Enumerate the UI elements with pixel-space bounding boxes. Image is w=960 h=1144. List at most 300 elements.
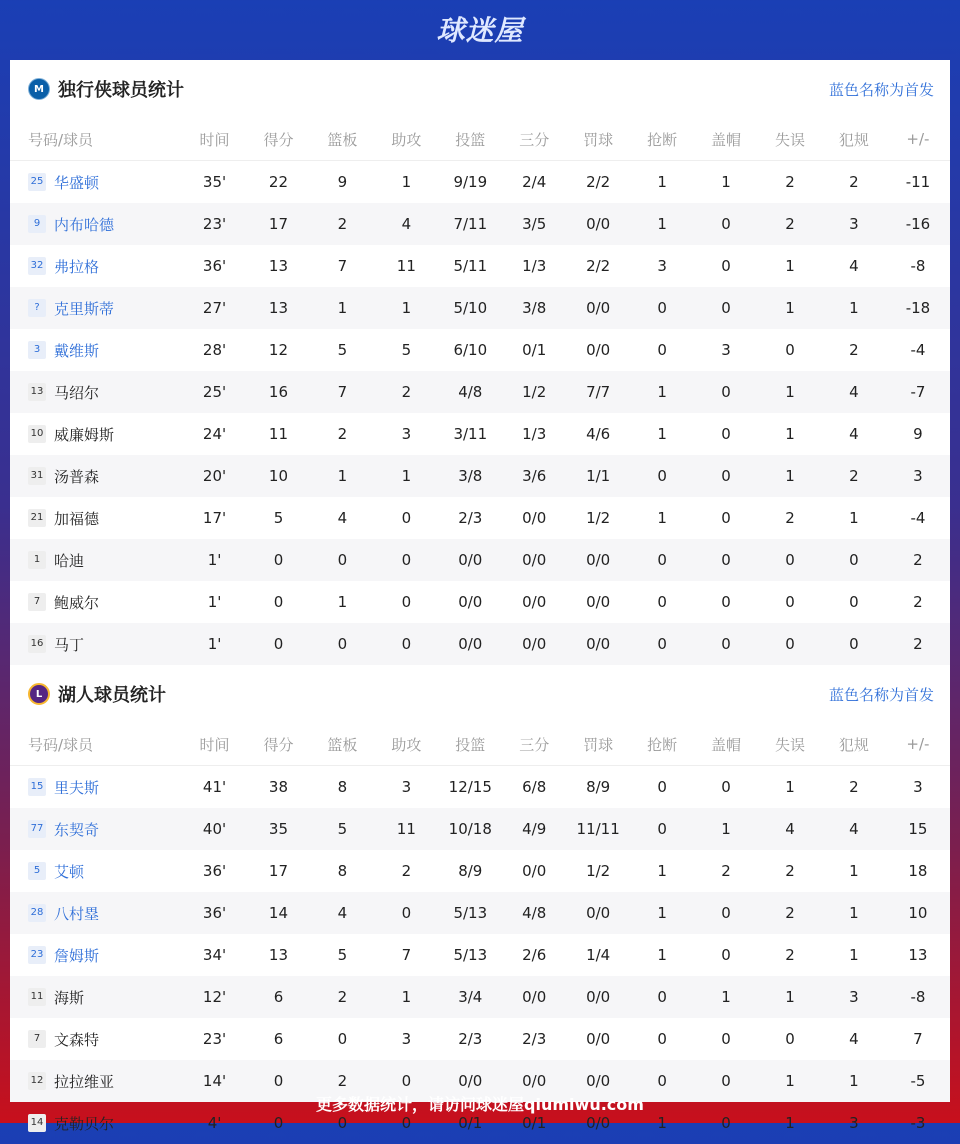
- stat-cell: 0/0: [438, 539, 502, 581]
- player-name-link[interactable]: 艾顿: [54, 862, 85, 881]
- stat-cell: 13: [268, 257, 289, 275]
- stat-cell: 0: [657, 593, 667, 611]
- stat-cell: 10: [886, 892, 950, 934]
- stat-cell: 12/15: [448, 778, 492, 796]
- stat-cell: 0: [374, 539, 438, 581]
- column-header: 号码/球员: [10, 118, 183, 161]
- stat-cell: 3/11: [453, 425, 488, 443]
- stat-cell: 0/0: [522, 593, 547, 611]
- stat-cell: -7: [886, 371, 950, 413]
- stat-cell: 11: [396, 257, 416, 275]
- mavs-logo-icon: M: [28, 78, 50, 100]
- stat-cell: 1: [630, 203, 694, 245]
- stat-cell: 11: [268, 425, 289, 443]
- stat-cell: 0: [310, 539, 374, 581]
- stat-cell: 1/2: [586, 509, 611, 527]
- jersey-number-badge: 28: [28, 904, 46, 922]
- column-header: 得分: [247, 118, 311, 161]
- stat-cell: 0: [657, 778, 667, 796]
- stat-cell: 0: [758, 539, 822, 581]
- player-cell: [10, 976, 183, 1018]
- stat-cell: 1: [374, 287, 438, 329]
- table-row[interactable]: [10, 203, 950, 245]
- stat-cell: 3: [886, 455, 950, 497]
- team-section: [10, 665, 950, 1144]
- column-header: 三分: [502, 723, 566, 766]
- stat-cell: 1: [785, 1114, 795, 1132]
- stat-cell: 0: [785, 1030, 795, 1048]
- stat-cell: 0: [374, 892, 438, 934]
- stat-cell: 0: [822, 539, 886, 581]
- stat-cell: 2: [785, 509, 795, 527]
- player-name-link[interactable]: 文森特: [54, 1030, 100, 1049]
- stat-cell: 2: [822, 455, 886, 497]
- team-sections: [10, 60, 950, 1144]
- stat-cell: 1: [630, 892, 694, 934]
- stat-cell: 1: [657, 173, 667, 191]
- stat-cell: 27': [183, 287, 247, 329]
- jersey-number-badge: 11: [28, 988, 46, 1006]
- stat-cell: 9: [337, 173, 348, 191]
- stat-cell: 25': [183, 371, 247, 413]
- column-header: 抢断: [630, 118, 694, 161]
- stat-cell: 1: [310, 455, 374, 497]
- stat-cell: 4/6: [586, 425, 611, 443]
- stat-cell: 13: [908, 946, 928, 964]
- stat-cell: 4/8: [502, 892, 566, 934]
- stat-cell: 0: [630, 455, 694, 497]
- table-row[interactable]: [10, 413, 950, 455]
- column-header: 抢断: [630, 723, 694, 766]
- stat-cell: 0: [657, 341, 667, 359]
- column-header: 盖帽: [694, 118, 758, 161]
- stat-cell: 1': [183, 539, 247, 581]
- stat-cell: 0: [721, 425, 731, 443]
- stat-cell: 10: [247, 455, 311, 497]
- stat-cell: 3/5: [502, 203, 566, 245]
- stat-cell: 4: [849, 257, 859, 275]
- player-name-link[interactable]: 克勒贝尔: [54, 1114, 115, 1133]
- table-row[interactable]: [10, 892, 950, 934]
- stat-cell: 0/1: [458, 1114, 483, 1132]
- stat-cell: 1: [785, 257, 795, 275]
- stat-cell: 17: [268, 862, 289, 880]
- jersey-number-badge: 32: [28, 257, 46, 275]
- player-name-link[interactable]: 威廉姆斯: [54, 425, 115, 444]
- stat-cell: 0: [721, 509, 731, 527]
- table-row[interactable]: [10, 539, 950, 581]
- stat-cell: 0: [694, 371, 758, 413]
- column-header: 三分: [502, 118, 566, 161]
- player-name-link[interactable]: 八村塁: [54, 904, 100, 923]
- table-row[interactable]: [10, 623, 950, 665]
- stat-cell: 5/13: [438, 892, 502, 934]
- column-header: +/-: [886, 723, 950, 766]
- stat-cell: 1: [849, 509, 859, 527]
- table-header-row: [10, 723, 950, 766]
- jersey-number-badge: ?: [28, 299, 46, 317]
- stat-cell: 0: [401, 593, 412, 611]
- stat-cell: 1': [207, 593, 222, 611]
- player-name-link[interactable]: 克里斯蒂: [54, 299, 115, 318]
- stat-cell: 1/2: [502, 371, 566, 413]
- stat-cell: 0/0: [566, 539, 630, 581]
- stat-cell: 2: [310, 1060, 374, 1102]
- stat-cell: 2/3: [522, 1030, 547, 1048]
- stat-cell: 0: [721, 1114, 731, 1132]
- stat-cell: 38: [268, 778, 289, 796]
- stat-cell: 0/0: [566, 1060, 630, 1102]
- stat-cell: 1: [849, 946, 859, 964]
- table-row[interactable]: [10, 287, 950, 329]
- stat-cell: 1: [630, 371, 694, 413]
- player-name-link[interactable]: 戴维斯: [54, 341, 100, 360]
- stat-cell: 0: [785, 593, 795, 611]
- player-name-link[interactable]: 海斯: [54, 988, 85, 1007]
- stat-cell: 3: [822, 976, 886, 1018]
- stat-cell: 15: [886, 808, 950, 850]
- stat-cell: 35': [202, 173, 227, 191]
- table-row[interactable]: [10, 455, 950, 497]
- player-cell: [10, 850, 183, 892]
- table-row[interactable]: [10, 808, 950, 850]
- stat-cell: 23': [183, 203, 247, 245]
- player-name-link[interactable]: 东契奇: [54, 820, 100, 839]
- stat-cell: 0: [247, 623, 311, 665]
- stat-cell: 0: [694, 1060, 758, 1102]
- stat-cell: 1: [785, 425, 795, 443]
- stat-cell: 7/7: [566, 371, 630, 413]
- stat-cell: 0/0: [502, 539, 566, 581]
- stat-cell: 13: [247, 287, 311, 329]
- stat-cell: 5: [273, 509, 284, 527]
- stat-cell: 0: [630, 808, 694, 850]
- stat-cell: 24': [202, 425, 227, 443]
- stat-cell: 0: [630, 976, 694, 1018]
- stat-cell: 1: [758, 287, 822, 329]
- player-cell: [10, 413, 183, 455]
- jersey-number-badge: 31: [28, 467, 46, 485]
- section-title: [28, 681, 166, 707]
- stat-cell: 0: [657, 1030, 667, 1048]
- table-row[interactable]: [10, 976, 950, 1018]
- stat-cell: 0: [337, 1114, 348, 1132]
- jersey-number-badge: 5: [28, 862, 46, 880]
- player-name-link[interactable]: 弗拉格: [54, 257, 100, 276]
- stat-cell: 0: [401, 509, 412, 527]
- stat-cell: 1: [758, 455, 822, 497]
- player-name-link[interactable]: 拉拉维亚: [54, 1072, 115, 1091]
- stat-cell: 0/0: [586, 1030, 611, 1048]
- stat-cell: 0/0: [502, 623, 566, 665]
- stat-cell: 7/11: [438, 203, 502, 245]
- footer-banner[interactable]: 更多数据统计，请访问球迷屋qiumiwu.com: [316, 1094, 644, 1114]
- table-row[interactable]: [10, 245, 950, 287]
- stat-cell: 5/10: [438, 287, 502, 329]
- stat-cell: 0/0: [566, 892, 630, 934]
- stat-cell: 11/11: [566, 808, 630, 850]
- table-row[interactable]: [10, 371, 950, 413]
- team-section: [10, 60, 950, 665]
- stat-cell: 4: [822, 371, 886, 413]
- stat-cell: 1/4: [586, 946, 611, 964]
- player-name-link[interactable]: 内布哈德: [54, 215, 115, 234]
- stat-cell: 0: [721, 1030, 731, 1048]
- stat-cell: 3: [401, 425, 412, 443]
- column-header: 时间: [183, 723, 247, 766]
- stat-cell: 1: [401, 173, 412, 191]
- column-header: 号码/球员: [10, 723, 183, 766]
- stat-cell: 0: [374, 623, 438, 665]
- column-header: 投篮: [438, 118, 502, 161]
- stat-cell: 0/0: [458, 593, 483, 611]
- stat-cell: 8: [337, 778, 348, 796]
- player-stats-table: [10, 723, 950, 1144]
- starter-legend-note: 蓝色名称为首发: [828, 685, 934, 704]
- jersey-number-badge: 7: [28, 593, 46, 611]
- stat-cell: 5: [401, 341, 412, 359]
- stat-cell: 20': [183, 455, 247, 497]
- stat-cell: 1: [310, 287, 374, 329]
- stat-cell: 12': [183, 976, 247, 1018]
- stat-cell: 1: [758, 1060, 822, 1102]
- table-row[interactable]: [10, 161, 950, 204]
- player-name-link[interactable]: 马丁: [54, 635, 85, 654]
- stat-cell: 5: [337, 946, 348, 964]
- player-name-link[interactable]: 哈迪: [54, 551, 85, 570]
- stat-cell: 10/18: [438, 808, 502, 850]
- stat-cell: 0: [694, 287, 758, 329]
- table-row[interactable]: [10, 934, 950, 976]
- stat-cell: 0/1: [522, 1114, 547, 1132]
- stat-cell: 2: [337, 425, 348, 443]
- stat-cell: 36': [183, 892, 247, 934]
- stat-cell: 0/0: [522, 509, 547, 527]
- stat-cell: 3/6: [502, 455, 566, 497]
- stat-cell: 0: [849, 593, 859, 611]
- stat-cell: -5: [886, 1060, 950, 1102]
- stat-cell: 1: [822, 1060, 886, 1102]
- stat-cell: 1: [721, 173, 731, 191]
- stat-cell: 12: [268, 341, 289, 359]
- stat-cell: 35: [247, 808, 311, 850]
- player-cell: [10, 455, 183, 497]
- player-stats-table: [10, 118, 950, 665]
- stat-cell: 0/0: [438, 623, 502, 665]
- stat-cell: 0/0: [586, 1114, 611, 1132]
- stat-cell: 2/3: [458, 509, 483, 527]
- stat-cell: 0/0: [566, 203, 630, 245]
- stat-cell: 1: [657, 1114, 667, 1132]
- stat-cell: 41': [202, 778, 227, 796]
- stat-cell: 1/1: [566, 455, 630, 497]
- player-name-link[interactable]: 鲍威尔: [54, 593, 100, 612]
- stat-cell: 1: [822, 287, 886, 329]
- stat-cell: 1: [374, 976, 438, 1018]
- lakers-logo-icon: L: [28, 683, 50, 705]
- stat-cell: 0/0: [502, 976, 566, 1018]
- player-cell: [10, 287, 183, 329]
- stat-cell: 0: [401, 1114, 412, 1132]
- stat-cell: 0/0: [566, 287, 630, 329]
- stat-cell: 1: [657, 946, 667, 964]
- stat-cell: 3: [822, 203, 886, 245]
- player-name-link[interactable]: 马绍尔: [54, 383, 100, 402]
- stat-cell: 2: [721, 862, 731, 880]
- stat-cell: 3: [913, 778, 923, 796]
- site-logo[interactable]: 球迷屋: [436, 14, 524, 47]
- jersey-number-badge: 21: [28, 509, 46, 527]
- stat-cell: 11: [374, 808, 438, 850]
- stat-cell: 0/0: [438, 1060, 502, 1102]
- stat-cell: 1: [785, 778, 795, 796]
- player-cell: [10, 623, 183, 665]
- stat-cell: 8: [337, 862, 348, 880]
- stat-cell: 2: [785, 862, 795, 880]
- stat-cell: 5/11: [453, 257, 488, 275]
- column-header: 犯规: [822, 118, 886, 161]
- stat-cell: 0: [694, 623, 758, 665]
- column-header: 助攻: [374, 118, 438, 161]
- column-header: 罚球: [566, 118, 630, 161]
- stat-cell: 4: [849, 425, 859, 443]
- stat-cell: 1: [822, 892, 886, 934]
- stat-cell: 0: [310, 623, 374, 665]
- table-row[interactable]: [10, 581, 950, 623]
- stat-cell: 1: [657, 425, 667, 443]
- stat-cell: 0: [630, 623, 694, 665]
- stat-cell: 0: [630, 539, 694, 581]
- stat-cell: 2/4: [522, 173, 547, 191]
- stat-cell: 0: [721, 257, 731, 275]
- stat-cell: 3: [849, 1114, 859, 1132]
- column-header: 罚球: [566, 723, 630, 766]
- stat-cell: 7: [401, 946, 412, 964]
- stat-cell: 1: [758, 371, 822, 413]
- player-cell: [10, 329, 183, 371]
- stat-cell: 2: [758, 892, 822, 934]
- player-name-link[interactable]: 汤普森: [54, 467, 100, 486]
- stat-cell: 7: [337, 257, 348, 275]
- jersey-number-badge: 10: [28, 425, 46, 443]
- stat-cell: 0: [721, 778, 731, 796]
- stat-cell: 1/2: [586, 862, 611, 880]
- column-header: 得分: [247, 723, 311, 766]
- stat-cell: 36': [202, 257, 227, 275]
- player-cell: [10, 371, 183, 413]
- stat-cell: 0/0: [502, 1060, 566, 1102]
- player-name-link[interactable]: 华盛顿: [54, 173, 100, 192]
- column-header: +/-: [886, 118, 950, 161]
- player-name-link[interactable]: 里夫斯: [54, 778, 100, 797]
- stat-cell: 4: [758, 808, 822, 850]
- stat-cell: 4: [822, 808, 886, 850]
- stat-cell: 0: [337, 1030, 348, 1048]
- stat-cell: 8/9: [458, 862, 483, 880]
- stat-cell: 2: [401, 862, 412, 880]
- stat-cell: 1: [849, 862, 859, 880]
- stat-cell: 23': [202, 1030, 227, 1048]
- stat-cell: 2: [886, 623, 950, 665]
- stat-cell: 17: [247, 203, 311, 245]
- stat-cell: 0/0: [586, 593, 611, 611]
- stat-cell: 0: [694, 892, 758, 934]
- stat-cell: 6: [273, 1030, 284, 1048]
- table-row[interactable]: [10, 850, 950, 892]
- stat-cell: -8: [910, 257, 926, 275]
- table-row[interactable]: [10, 1018, 950, 1060]
- stat-cell: 3: [401, 1030, 412, 1048]
- jersey-number-badge: 7: [28, 1030, 46, 1048]
- stat-cell: 0: [822, 623, 886, 665]
- stat-cell: 2/6: [522, 946, 547, 964]
- stat-cell: 13: [268, 946, 289, 964]
- player-name-link[interactable]: 加福德: [54, 509, 100, 528]
- stat-cell: 1: [694, 808, 758, 850]
- stat-cell: 6: [247, 976, 311, 1018]
- stat-cell: 0: [630, 1060, 694, 1102]
- stat-cell: 3/8: [438, 455, 502, 497]
- player-name-link[interactable]: 詹姆斯: [54, 946, 100, 965]
- jersey-number-badge: 14: [28, 1114, 46, 1132]
- stat-cell: 4/9: [502, 808, 566, 850]
- stat-cell: 0: [694, 455, 758, 497]
- stat-cell: 0: [785, 341, 795, 359]
- jersey-number-badge: 15: [28, 778, 46, 796]
- column-header: 篮板: [310, 723, 374, 766]
- stat-cell: 0/0: [566, 623, 630, 665]
- column-header: 篮板: [310, 118, 374, 161]
- stat-cell: 5/13: [453, 946, 488, 964]
- stat-cell: 2: [849, 173, 859, 191]
- column-header: 助攻: [374, 723, 438, 766]
- stat-cell: 0: [247, 1060, 311, 1102]
- player-cell: [10, 766, 183, 809]
- table-row[interactable]: [10, 329, 950, 371]
- stat-cell: 4: [849, 1030, 859, 1048]
- table-row[interactable]: [10, 766, 950, 809]
- stat-cell: 1: [694, 976, 758, 1018]
- stat-cell: -3: [910, 1114, 926, 1132]
- stat-cell: 0: [273, 593, 284, 611]
- stat-cell: 4': [207, 1114, 222, 1132]
- player-cell: [10, 1018, 183, 1060]
- stat-cell: 2: [849, 778, 859, 796]
- section-header: [10, 665, 950, 723]
- stat-cell: 1: [374, 455, 438, 497]
- stat-cell: 2: [758, 203, 822, 245]
- stat-cell: 2: [785, 946, 795, 964]
- player-cell: [10, 581, 183, 623]
- jersey-number-badge: 9: [28, 215, 46, 233]
- stat-cell: -8: [886, 976, 950, 1018]
- stat-cell: 4: [337, 509, 348, 527]
- player-cell: [10, 892, 183, 934]
- team-stats-title: 独行侠球员统计: [58, 80, 184, 101]
- stat-cell: 3: [401, 778, 412, 796]
- player-cell: [10, 539, 183, 581]
- stat-cell: 4/8: [438, 371, 502, 413]
- stat-cell: 5: [310, 808, 374, 850]
- section-title: [28, 76, 184, 102]
- stat-cell: 1/3: [522, 257, 547, 275]
- table-row[interactable]: [10, 497, 950, 539]
- stat-cell: 2: [886, 539, 950, 581]
- stat-cell: 9: [913, 425, 923, 443]
- stat-cell: 4: [310, 892, 374, 934]
- team-stats-title: 湖人球员统计: [58, 685, 166, 706]
- stat-cell: -4: [910, 509, 926, 527]
